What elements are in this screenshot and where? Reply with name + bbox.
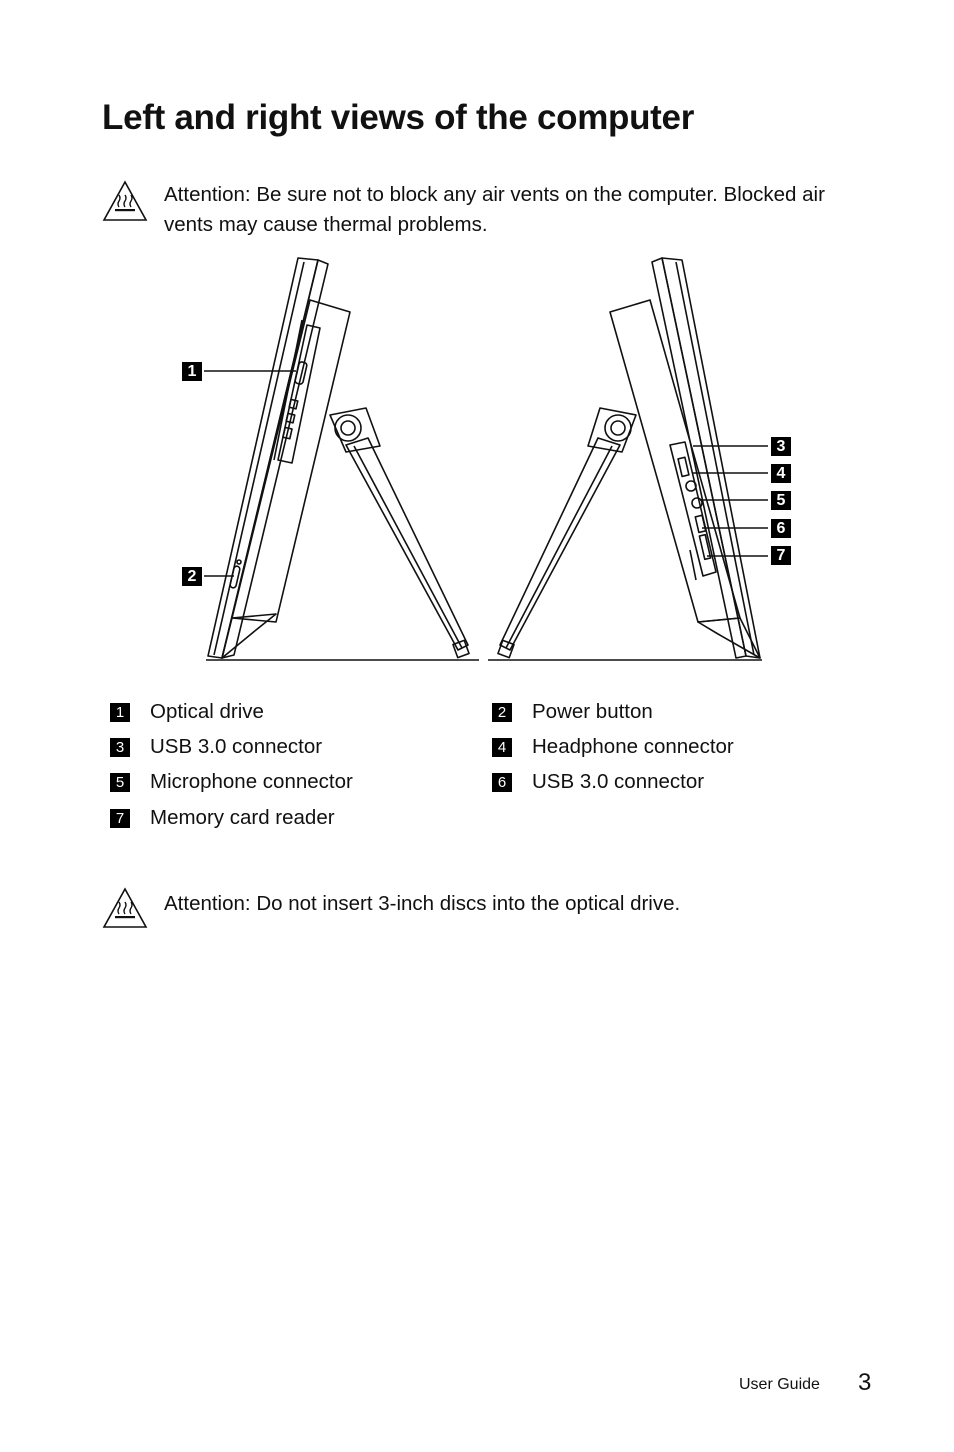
legend-number: 4 <box>492 738 512 757</box>
legend-label: Microphone connector <box>150 770 353 793</box>
page-number: 3 <box>858 1369 872 1396</box>
callout-5: 5 <box>771 491 791 510</box>
legend-label: USB 3.0 connector <box>150 735 323 758</box>
legend-number: 7 <box>110 809 130 828</box>
legend-number: 6 <box>492 773 512 792</box>
computer-side-views-figure <box>170 250 810 670</box>
legend-label: USB 3.0 connector <box>532 770 705 793</box>
legend-number: 5 <box>110 773 130 792</box>
hot-surface-warning-icon <box>102 180 148 222</box>
legend-number: 1 <box>110 703 130 722</box>
callout-4: 4 <box>771 464 791 483</box>
callout-3: 3 <box>771 437 791 456</box>
legend-label: Memory card reader <box>150 806 335 829</box>
callout-7: 7 <box>771 546 791 565</box>
legend-label: Optical drive <box>150 700 264 723</box>
legend-label: Power button <box>532 700 653 723</box>
legend-label: Headphone connector <box>532 735 734 758</box>
legend-number: 2 <box>492 703 512 722</box>
attention-label: Attention: <box>164 892 251 915</box>
footer-guide-title: User Guide <box>739 1376 820 1393</box>
attention-notice-vents <box>102 180 862 244</box>
hot-surface-warning-icon <box>102 887 148 929</box>
legend-number: 3 <box>110 738 130 757</box>
page-footer <box>700 1368 880 1398</box>
page-title: Left and right views of the computer <box>102 98 695 137</box>
attention-body: Be sure not to block any air vents on the computer. Blocked air vents may cause thermal problems. <box>164 183 825 236</box>
attention-text <box>164 180 864 240</box>
callout-2: 2 <box>182 567 202 586</box>
callout-1: 1 <box>182 362 202 381</box>
figure-legend <box>110 700 810 840</box>
attention-text <box>164 889 864 919</box>
attention-notice-discs <box>102 887 862 927</box>
callout-6: 6 <box>771 519 791 538</box>
attention-label: Attention: <box>164 183 251 206</box>
attention-body: Do not insert 3-inch discs into the optical drive. <box>250 892 681 915</box>
computer-side-views-drawing <box>170 250 810 670</box>
